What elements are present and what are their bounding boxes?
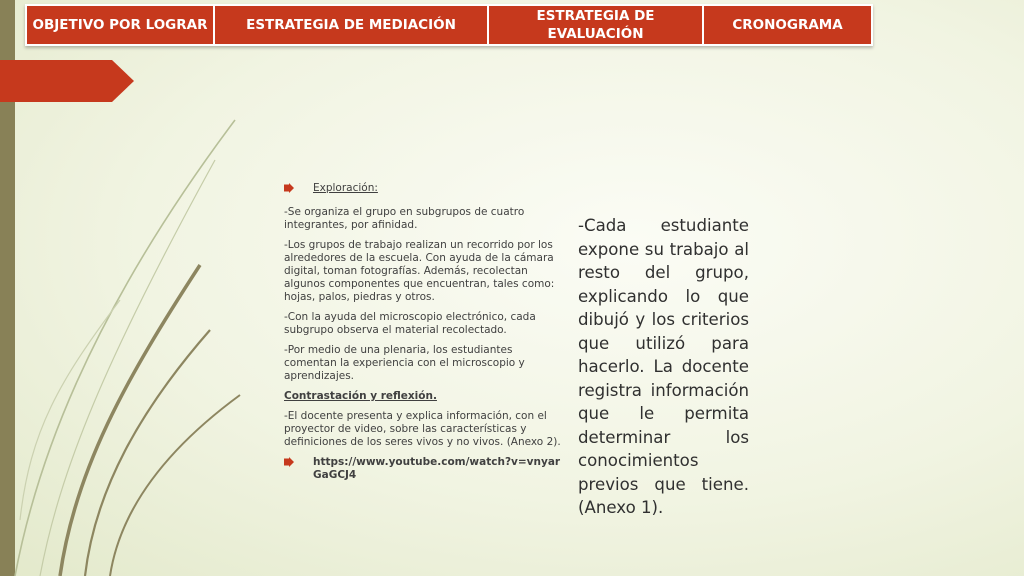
left-content (284, 182, 562, 493)
paragraph: -El docente presenta y explica información, con el proyector de video, sobre las características y definiciones de los seres vivos y no vivos. (Anexo 2). (284, 410, 561, 448)
header-row (26, 5, 872, 45)
header-estrategia-mediacion: ESTRATEGIA DE MEDIACIÓN (214, 5, 488, 45)
exploracion-heading: Exploración: (313, 182, 378, 194)
paragraph: -Por medio de una plenaria, los estudiantes comentan la experiencia con el microscopio y aprendizajes. (284, 344, 525, 382)
header-cronograma: CRONOGRAMA (703, 5, 872, 45)
header-table (25, 4, 873, 46)
paragraph: -Con la ayuda del microscopio electrónico, cada subgrupo observa el material recolectado. (284, 311, 536, 336)
header-estrategia-evaluacion: ESTRATEGIA DE EVALUACIÓN (488, 5, 703, 45)
arrow-bullet-icon (284, 183, 294, 193)
paragraph: -Los grupos de trabajo realizan un recorrido por los alrededores de la escuela. Con ayuda de la cámara digital, toman fotografías. Además, recolectan algunos componentes que encuentran, tales como: hojas, palos, piedras y otros. (284, 239, 555, 303)
youtube-link[interactable]: https://www.youtube.com/watch?v=vnyarGaGCJ4 (313, 456, 561, 481)
link-item (284, 456, 562, 482)
header-objetivo: OBJETIVO POR LOGRAR (26, 5, 214, 45)
arrow-bullet-icon (284, 457, 294, 467)
evaluation-text: -Cada estudiante expone su trabajo al resto del grupo, explicando lo que dibujó y los criterios que utilizó para hacerlo. La docente registra información que le permita determinar los conocimientos previos que tiene. (Anexo 1). (578, 216, 749, 517)
contrastacion-heading: Contrastación y reflexión. (284, 390, 437, 402)
paragraph: -Se organiza el grupo en subgrupos de cuatro integrantes, por afinidad. (284, 206, 525, 231)
red-arrow-tab (0, 60, 134, 102)
exploracion-item (284, 182, 562, 195)
